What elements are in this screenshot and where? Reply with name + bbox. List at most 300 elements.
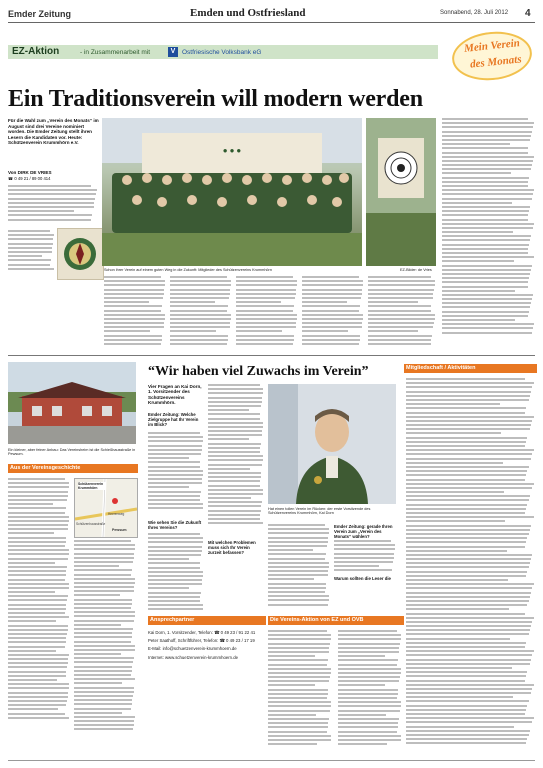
- body-column-5: [368, 276, 436, 347]
- text-line: [74, 544, 135, 546]
- text-line: [338, 714, 386, 716]
- text-line: [8, 210, 74, 212]
- text-line: [170, 289, 230, 291]
- text-line: [208, 485, 260, 487]
- text-line: [338, 684, 385, 686]
- text-line: [368, 322, 434, 324]
- text-line: [406, 566, 529, 568]
- bank-name: Ostfriesische Volksbank eG: [182, 49, 262, 56]
- text-line: [104, 305, 162, 307]
- text-line: [338, 743, 387, 745]
- text-line: [406, 617, 534, 619]
- text-line: [406, 654, 532, 656]
- text-line: [406, 453, 532, 455]
- text-line: [148, 474, 203, 476]
- text-line: [406, 466, 529, 468]
- text-line: [268, 562, 329, 564]
- text-line: [8, 512, 65, 514]
- left-column-text: [8, 185, 98, 223]
- text-line: [406, 378, 525, 380]
- text-line: [442, 210, 529, 212]
- text-line: [8, 524, 68, 526]
- text-line: [208, 430, 262, 432]
- text-line: [406, 575, 526, 577]
- text-line: [268, 718, 329, 720]
- text-line: [104, 297, 163, 299]
- text-line: [236, 339, 294, 341]
- map-marker-label: Schützenverein Krummhörn: [78, 482, 106, 490]
- text-line: [74, 548, 135, 550]
- text-line: [406, 558, 531, 560]
- text-line: [368, 335, 432, 337]
- text-line: [406, 688, 532, 690]
- text-line: [302, 330, 348, 332]
- clubhouse-photo: [8, 362, 136, 444]
- text-line: [74, 699, 132, 701]
- text-line: [74, 624, 121, 626]
- text-line: [74, 574, 131, 576]
- text-line: [8, 696, 68, 698]
- text-line: [208, 447, 260, 449]
- text-line: [236, 289, 296, 291]
- text-line: [442, 244, 529, 246]
- text-line: [148, 482, 202, 484]
- text-line: [338, 701, 401, 703]
- text-line: [268, 558, 325, 560]
- text-line: [74, 716, 135, 718]
- text-line: [236, 276, 293, 278]
- text-line: [406, 738, 527, 740]
- text-line: [338, 705, 401, 707]
- badge-line-1: Mein Verein: [463, 37, 521, 55]
- text-line: [406, 562, 530, 564]
- text-line: [170, 314, 231, 316]
- text-line: [368, 284, 435, 286]
- text-line: [236, 301, 281, 303]
- text-line: [406, 671, 527, 673]
- text-line: [268, 578, 314, 580]
- text-line: [74, 561, 133, 563]
- text-line: [406, 571, 527, 573]
- interview-intro: Vier Fragen an Kai Dorn, 1. Vorsitzender des Schützenvereins Krummhörn.: [148, 384, 202, 406]
- text-line: [268, 524, 325, 526]
- text-line: [406, 386, 532, 388]
- photo-credit: EZ-Bilder: de Vries: [400, 268, 432, 272]
- text-line: [406, 650, 534, 652]
- text-line: [148, 503, 203, 505]
- text-line: [442, 139, 530, 141]
- text-line: [148, 562, 200, 564]
- text-line: [406, 491, 504, 493]
- text-line: [74, 582, 135, 584]
- text-line: [74, 728, 133, 730]
- text-line: [302, 301, 347, 303]
- contacts-title: Ansprechpartner: [148, 616, 266, 625]
- text-line: [442, 118, 528, 120]
- text-line: [406, 541, 526, 543]
- interview-q4: Emder Zeitung: gerade Ihren Verein zum „Verein des Monats“ wählen?: [334, 524, 393, 540]
- text-line: [406, 495, 530, 497]
- text-line: [74, 678, 135, 680]
- text-line: [8, 198, 95, 200]
- text-line: [74, 645, 135, 647]
- text-line: [368, 297, 433, 299]
- text-line: [8, 692, 68, 694]
- text-line: [104, 293, 164, 295]
- text-line: [74, 599, 132, 601]
- text-line: [406, 583, 534, 585]
- text-line: [148, 499, 200, 501]
- text-line: [302, 276, 359, 278]
- text-line: [8, 503, 53, 505]
- text-line: [148, 571, 203, 573]
- text-line: [406, 546, 525, 548]
- text-line: [236, 310, 293, 312]
- text-line: [208, 522, 263, 524]
- history-box-title: Aus der Vereinsgeschichte: [8, 464, 138, 473]
- text-line: [406, 407, 526, 409]
- text-line: [334, 561, 393, 563]
- text-line: [208, 422, 263, 424]
- text-line: [338, 710, 400, 712]
- text-line: [148, 533, 200, 535]
- text-line: [170, 293, 230, 295]
- text-line: [8, 713, 65, 715]
- text-line: [268, 659, 328, 661]
- text-line: [208, 518, 260, 520]
- text-line: [368, 326, 433, 328]
- left-column-text-narrow: [8, 230, 54, 272]
- text-line: [208, 397, 262, 399]
- text-line: [208, 501, 262, 503]
- text-line: [334, 565, 379, 567]
- text-line: [406, 487, 532, 489]
- text-line: [148, 604, 203, 606]
- text-line: [406, 642, 526, 644]
- interview-q1: Emder Zeitung: Welche Zielgruppe hat Ihr Verein im Blick?: [148, 412, 199, 428]
- text-line: [74, 607, 131, 609]
- text-line: [74, 720, 134, 722]
- text-line: [406, 533, 529, 535]
- text-line: [8, 637, 66, 639]
- main-headline: Ein Traditionsverein will modern werden: [8, 86, 423, 112]
- text-line: [170, 305, 228, 307]
- text-line: [442, 298, 532, 300]
- text-line: [268, 676, 330, 678]
- text-line: [268, 651, 329, 653]
- text-line: [8, 268, 54, 270]
- interview-q5: Warum sollten die Leser die: [334, 576, 391, 581]
- text-line: [148, 583, 202, 585]
- text-line: [334, 544, 395, 546]
- text-line: [74, 687, 134, 689]
- text-line: [406, 608, 509, 610]
- text-line: [338, 731, 397, 733]
- text-line: [406, 512, 525, 514]
- text-line: [8, 206, 94, 208]
- body-column-3: [236, 276, 298, 347]
- text-line: [268, 587, 326, 589]
- text-line: [74, 603, 132, 605]
- text-line: [8, 700, 67, 702]
- text-line: [74, 615, 135, 617]
- text-line: [8, 562, 55, 564]
- text-line: [74, 674, 131, 676]
- interview-col-3: [268, 524, 330, 608]
- text-line: [74, 703, 132, 705]
- text-line: [208, 459, 263, 461]
- text-line: [170, 310, 227, 312]
- text-line: [338, 739, 401, 741]
- text-line: [208, 510, 261, 512]
- text-line: [208, 489, 263, 491]
- body-column-4: [302, 276, 364, 347]
- text-line: [406, 441, 526, 443]
- header-rule: [8, 22, 535, 23]
- text-line: [104, 310, 161, 312]
- text-line: [148, 541, 203, 543]
- text-line: [406, 633, 529, 635]
- text-line: [8, 633, 67, 635]
- text-line: [406, 504, 527, 506]
- text-line: [148, 507, 203, 509]
- text-line: [406, 424, 531, 426]
- text-line: [442, 265, 532, 267]
- text-line: [338, 630, 397, 632]
- text-line: [406, 399, 529, 401]
- text-line: [8, 683, 69, 685]
- text-line: [442, 281, 528, 283]
- text-line: [8, 671, 66, 673]
- text-line: [148, 558, 189, 560]
- text-line: [406, 696, 513, 698]
- text-line: [334, 540, 391, 542]
- text-line: [170, 297, 229, 299]
- page-number: 4: [525, 8, 531, 19]
- text-line: [406, 537, 527, 539]
- text-line: [8, 478, 65, 480]
- text-line: [268, 672, 331, 674]
- text-line: [406, 587, 532, 589]
- text-line: [208, 405, 261, 407]
- text-line: [148, 470, 203, 472]
- text-line: [8, 625, 68, 627]
- text-line: [442, 168, 531, 170]
- contact-web: Internet: www.schuetzenverein-krummhoern.de: [148, 654, 239, 660]
- text-line: [74, 670, 132, 672]
- text-line: [442, 286, 528, 288]
- text-line: [104, 284, 165, 286]
- text-line: [268, 583, 326, 585]
- text-line: [74, 691, 134, 693]
- text-line: [8, 574, 66, 576]
- text-line: [74, 666, 132, 668]
- text-line: [148, 491, 201, 493]
- text-line: [268, 726, 328, 728]
- text-line: [268, 528, 329, 530]
- text-line: [8, 579, 65, 581]
- text-line: [8, 570, 66, 572]
- text-line: [268, 595, 329, 597]
- article-lead: Für die Wahl zum „Verein des Monats“ im August sind drei Vereine nominiert worden. Die Emder Zeitung stellt ihren Lesern die Kandidaten vor. Heute: Schützenverein Krummhörn e.V.: [8, 118, 99, 146]
- text-line: [104, 318, 165, 320]
- text-line: [442, 239, 530, 241]
- vote-title: Die Vereins-Aktion von EZ und OVB: [268, 616, 404, 625]
- text-line: [104, 322, 164, 324]
- target-photo: [366, 118, 436, 266]
- text-line: [442, 327, 533, 329]
- text-line: [148, 592, 201, 594]
- text-line: [442, 193, 533, 195]
- text-line: [442, 231, 513, 233]
- text-line: [8, 612, 65, 614]
- portrait-caption: Hat einen tollen Verein im Rücken: der erste Vorsitzende des Schützenvereins Krummhörn, Kai Dorn: [268, 507, 371, 515]
- text-line: [8, 591, 55, 593]
- text-line: [148, 461, 200, 463]
- text-line: [8, 482, 69, 484]
- text-line: [8, 583, 69, 585]
- text-line: [104, 339, 162, 341]
- text-line: [368, 318, 435, 320]
- text-line: [236, 326, 296, 328]
- text-line: [8, 675, 66, 677]
- text-line: [302, 310, 359, 312]
- text-line: [334, 569, 392, 571]
- text-line: [442, 185, 528, 187]
- text-line: [208, 472, 261, 474]
- text-line: [208, 455, 263, 457]
- text-line: [268, 714, 316, 716]
- text-line: [406, 432, 501, 434]
- text-line: [368, 330, 418, 332]
- text-line: [74, 641, 131, 643]
- history-text-1: [8, 478, 70, 721]
- text-line: [8, 595, 68, 597]
- text-line: [104, 289, 164, 291]
- author: Von DIRK DE VRIES: [8, 170, 52, 175]
- text-line: [74, 557, 134, 559]
- info-box-text: [406, 378, 535, 747]
- text-line: [302, 297, 361, 299]
- text-line: [74, 594, 120, 596]
- text-line: [8, 185, 91, 187]
- text-line: [442, 332, 532, 334]
- text-line: [406, 428, 530, 430]
- text-line: [8, 599, 67, 601]
- text-line: [268, 591, 325, 593]
- text-line: [208, 464, 262, 466]
- interview-col-4: [334, 540, 396, 574]
- text-line: [406, 596, 530, 598]
- text-line: [8, 491, 68, 493]
- text-line: [406, 403, 500, 405]
- text-line: [338, 655, 385, 657]
- text-line: [406, 705, 527, 707]
- text-line: [268, 731, 327, 733]
- text-line: [302, 335, 360, 337]
- text-line: [442, 131, 532, 133]
- text-line: [268, 630, 327, 632]
- text-line: [170, 280, 231, 282]
- text-line: [8, 532, 54, 534]
- text-line: [368, 305, 431, 307]
- text-line: [368, 314, 435, 316]
- text-line: [8, 189, 97, 191]
- text-line: [208, 505, 261, 507]
- text-line: [208, 443, 261, 445]
- text-line: [368, 301, 418, 303]
- text-line: [268, 697, 327, 699]
- text-line: [8, 641, 66, 643]
- text-line: [74, 636, 132, 638]
- text-line: [268, 693, 328, 695]
- text-line: [236, 305, 294, 307]
- text-line: [338, 668, 401, 670]
- text-line: [406, 680, 525, 682]
- text-line: [8, 566, 67, 568]
- text-line: [442, 260, 514, 262]
- text-line: [406, 529, 530, 531]
- text-line: [208, 426, 263, 428]
- text-line: [208, 438, 249, 440]
- text-line: [8, 679, 57, 681]
- text-line: [8, 264, 50, 266]
- text-line: [208, 434, 262, 436]
- text-line: [208, 384, 260, 386]
- text-line: [268, 574, 328, 576]
- text-line: [8, 507, 66, 509]
- text-line: [8, 528, 68, 530]
- text-line: [8, 658, 68, 660]
- map-street-1: Heerenweg: [108, 512, 125, 516]
- text-line: [104, 301, 149, 303]
- text-line: [8, 708, 58, 710]
- text-line: [170, 276, 227, 278]
- text-line: [338, 647, 399, 649]
- text-line: [406, 742, 526, 744]
- text-line: [406, 646, 525, 648]
- text-line: [406, 416, 534, 418]
- text-line: [148, 608, 203, 610]
- text-line: [8, 495, 68, 497]
- text-line: [406, 483, 534, 485]
- text-line: [406, 629, 530, 631]
- text-line: [442, 252, 528, 254]
- text-line: [8, 616, 69, 618]
- text-line: [406, 470, 527, 472]
- text-line: [8, 545, 65, 547]
- text-line: [268, 647, 329, 649]
- text-line: [268, 664, 327, 666]
- text-line: [368, 276, 431, 278]
- text-line: [268, 689, 328, 691]
- text-line: [442, 172, 511, 174]
- text-line: [302, 339, 360, 341]
- text-line: [406, 437, 527, 439]
- text-line: [442, 152, 528, 154]
- text-line: [268, 684, 315, 686]
- text-line: [8, 687, 69, 689]
- text-line: [442, 248, 528, 250]
- text-line: [148, 550, 202, 552]
- text-line: [74, 649, 135, 651]
- text-line: [74, 653, 121, 655]
- text-line: [406, 730, 530, 732]
- text-line: [442, 235, 531, 237]
- text-line: [148, 445, 202, 447]
- text-line: [442, 311, 529, 313]
- text-line: [406, 621, 532, 623]
